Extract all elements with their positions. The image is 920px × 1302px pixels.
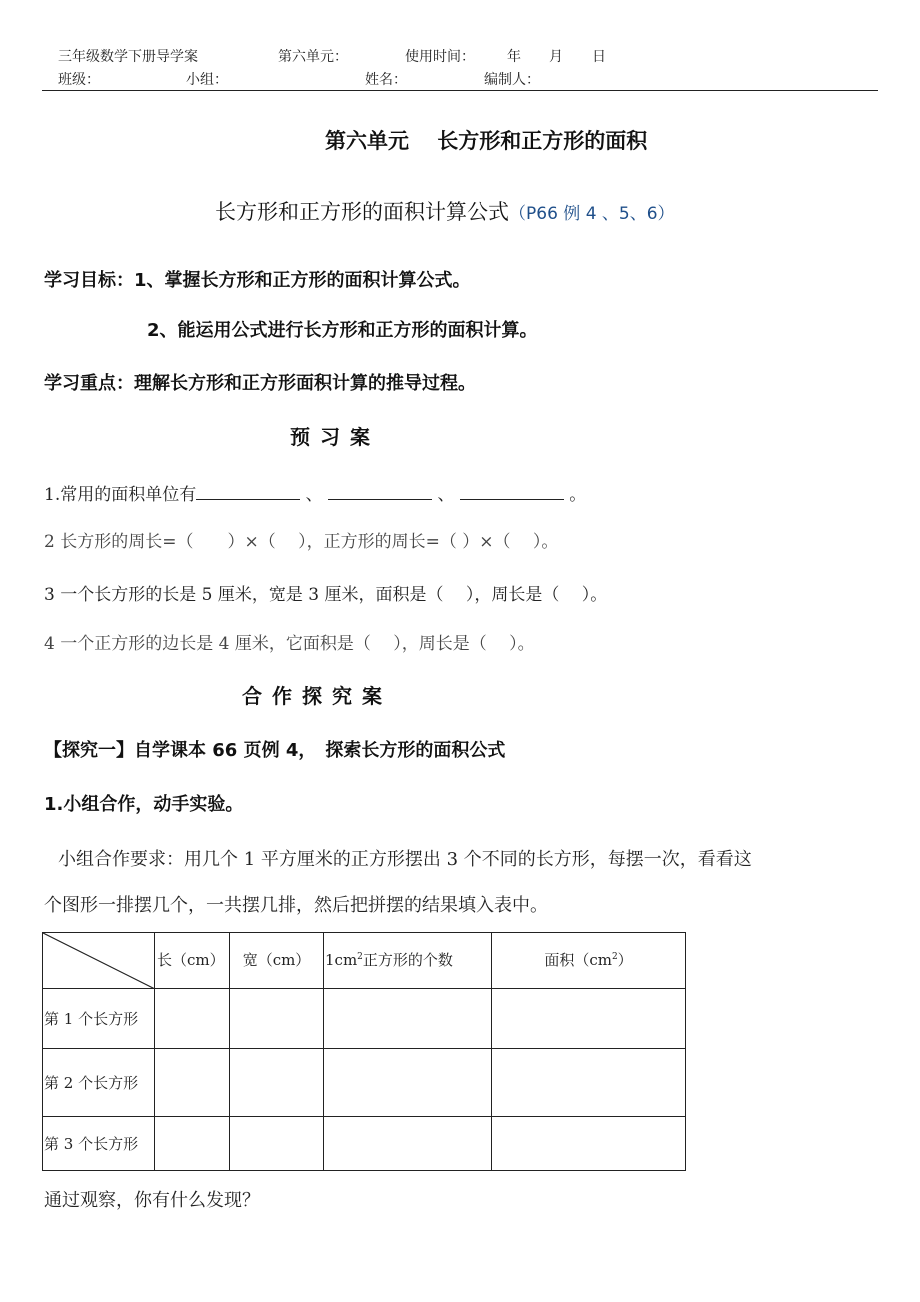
q1-end: 。	[569, 485, 587, 505]
preview-question-3: 3 一个长方形的长是 5 厘米，宽是 3 厘米，面积是（ ），周长是（ ）。	[44, 585, 608, 605]
requirement-text-line-1: 小组合作要求：用几个 1 平方厘米的正方形摆出 3 个不同的长方形，每摆一次，看看这	[58, 849, 752, 870]
table-row	[43, 1049, 686, 1117]
header-group: 小组：	[186, 72, 228, 88]
header-month: 月	[549, 49, 563, 65]
q1-separator-1: 、	[305, 485, 323, 505]
header-unit: 第六单元：	[278, 49, 348, 65]
table-corner-cell	[43, 933, 155, 989]
header-width: 宽（cm）	[230, 933, 324, 989]
cell-area-1[interactable]	[492, 989, 686, 1049]
row-label-1: 第 1 个长方形	[43, 989, 155, 1049]
q1-separator-2: 、	[437, 485, 455, 505]
subtitle-reference: （P66 例 4 、5、6）	[509, 204, 675, 224]
subtitle-text: 长方形和正方形的面积计算公式	[215, 200, 509, 224]
cell-length-2[interactable]	[155, 1049, 230, 1117]
page-subtitle	[215, 196, 675, 226]
key-point-line: 学习重点：理解长方形和正方形面积计算的推导过程。	[44, 373, 476, 394]
table-row	[43, 989, 686, 1049]
cell-width-3[interactable]	[230, 1117, 324, 1171]
row-label-3: 第 3 个长方形	[43, 1117, 155, 1171]
table-row	[43, 1117, 686, 1171]
cell-length-3[interactable]	[155, 1117, 230, 1171]
cell-area-2[interactable]	[492, 1049, 686, 1117]
preview-question-4: 4 一个正方形的边长是 4 厘米，它面积是（ ），周长是（ ）。	[44, 634, 535, 654]
header-class: 班级：	[58, 72, 100, 88]
requirement-text-line-2: 个图形一排摆几个，一共摆几排，然后把拼摆的结果填入表中。	[44, 895, 548, 916]
results-table	[42, 932, 686, 1171]
header-length: 长（cm）	[155, 933, 230, 989]
header-square-count: $1cm^2$正方形的个数	[324, 933, 492, 989]
preview-question-1	[44, 480, 586, 505]
cell-count-3[interactable]	[324, 1117, 492, 1171]
header-time-label: 使用时间：	[405, 49, 475, 65]
header-year: 年	[507, 49, 521, 65]
inquiry-1-title: 【探究一】自学课本 66 页例 4， 探索长方形的面积公式	[44, 740, 506, 761]
q1-blank-2[interactable]	[328, 483, 432, 500]
q1-prefix: 1.常用的面积单位有	[44, 485, 197, 505]
q1-blank-3[interactable]	[460, 483, 564, 500]
objectives-line: 学习目标：1、掌握长方形和正方形的面积计算公式。	[44, 270, 471, 291]
cell-width-2[interactable]	[230, 1049, 324, 1117]
explore-heading: 合作探究案	[242, 684, 392, 708]
cell-count-2[interactable]	[324, 1049, 492, 1117]
row-label-2: 第 2 个长方形	[43, 1049, 155, 1117]
cell-length-1[interactable]	[155, 989, 230, 1049]
preview-heading: 预习案	[290, 425, 380, 449]
header-author: 编制人：	[484, 72, 540, 88]
header-divider	[42, 90, 878, 91]
header-name: 姓名：	[365, 72, 407, 88]
header-doc-title: 三年级数学下册导学案	[58, 49, 198, 65]
page-title: 第六单元 长方形和正方形的面积	[325, 129, 648, 153]
objectives-item-2: 2、能运用公式进行长方形和正方形的面积计算。	[147, 320, 538, 341]
cell-area-3[interactable]	[492, 1117, 686, 1171]
cell-count-1[interactable]	[324, 989, 492, 1049]
cell-width-1[interactable]	[230, 989, 324, 1049]
diagonal-line	[43, 933, 155, 989]
header-day: 日	[592, 49, 606, 65]
q1-blank-1[interactable]	[196, 483, 300, 500]
step-1-title: 1.小组合作，动手实验。	[44, 794, 244, 815]
preview-question-2: 2 长方形的周长=（ ）×（ ），正方形的周长=（ ）×（ ）。	[44, 532, 559, 552]
header-area: 面积$(cm^2)$	[492, 933, 686, 989]
observation-prompt: 通过观察，你有什么发现？	[44, 1190, 260, 1211]
